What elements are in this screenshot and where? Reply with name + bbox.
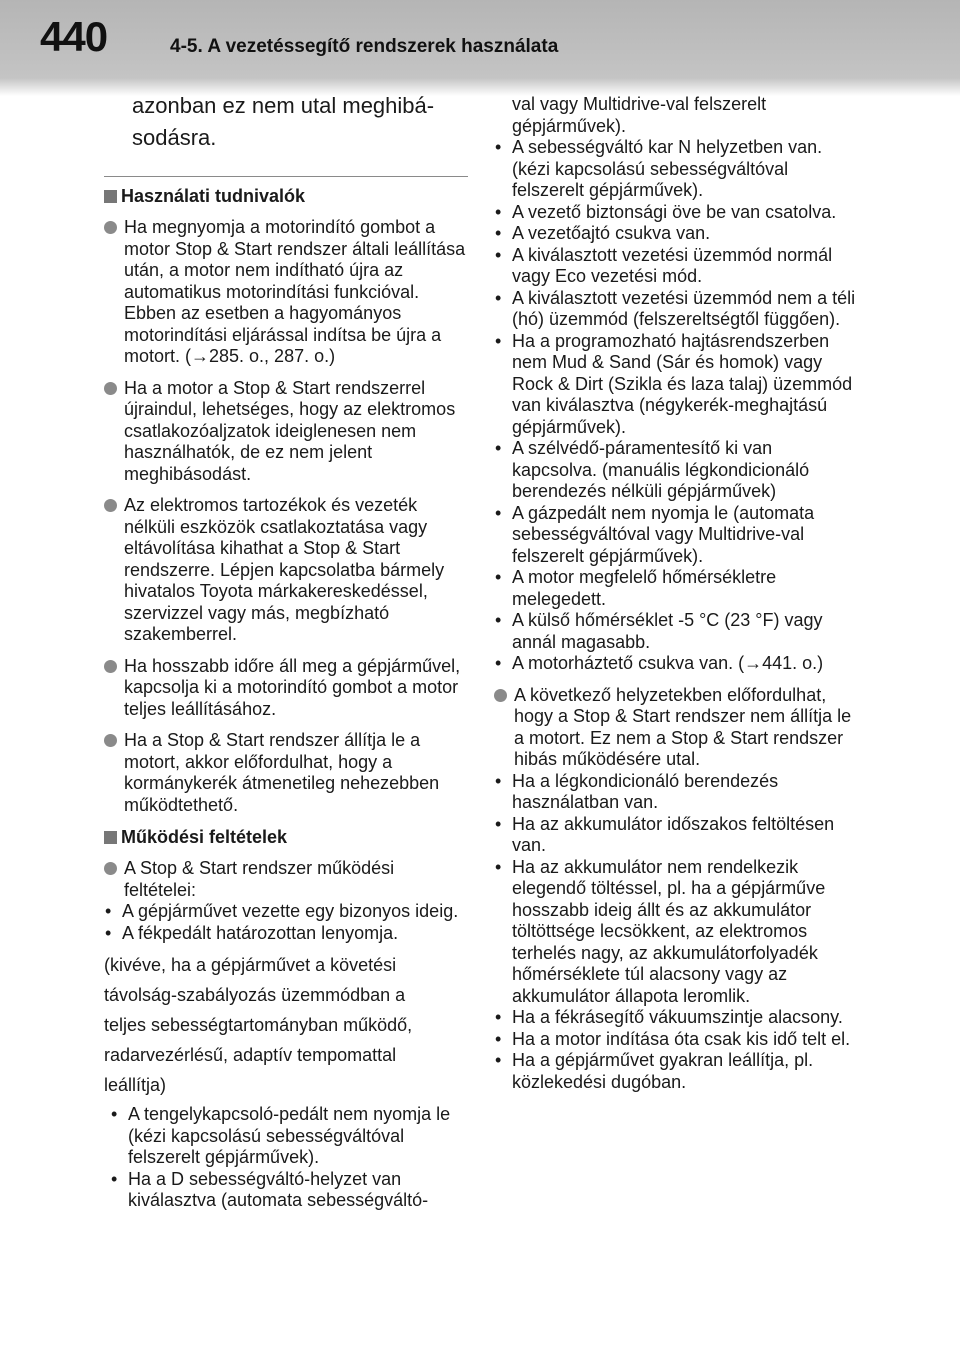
condition-bullets: • A gépjárművet vezette egy bizonyos ideig. • A fékpedált határozottan lenyomja. bbox=[104, 901, 468, 944]
square-bullet-icon bbox=[104, 831, 117, 844]
circle-bullet-icon bbox=[104, 221, 117, 234]
circle-bullet-icon bbox=[104, 499, 117, 512]
heading-conditions: Működési feltételek bbox=[104, 826, 468, 848]
continuation-text: val vagy Multidrive-val felszerelt gépjárművek). bbox=[512, 94, 767, 136]
right-column bbox=[492, 88, 862, 1103]
heading-usage: Használati tudnivalók bbox=[104, 185, 468, 207]
list-item: Ha a motor a Stop & Start rendszerrel újraindul, lehetséges, hogy az elektromos csatlakozóaljzatok ideiglenesen nem használhatók, de ez nem jelent meghibásodást. bbox=[104, 378, 468, 486]
circle-bullet-icon bbox=[494, 689, 507, 702]
section-divider bbox=[104, 176, 468, 177]
list-item: Ha hosszabb időre áll meg a gépjárművel, kapcsolja ki a motorindító gombot a motor teljes leállításához. bbox=[104, 656, 468, 721]
square-bullet-icon bbox=[104, 190, 117, 203]
intro-text: azonban ez nem utal meghibá- sodásra. bbox=[132, 93, 435, 150]
exception-note: (kivéve, ha a gépjárművet a követési távolság-szabályozás üzemmódban a teljes sebességtartományban működő, radarvezérlésű, adaptív tempomattal leállítja) bbox=[104, 955, 413, 1095]
list-item: A Stop & Start rendszer működési feltételei: • A gépjárművet vezette egy bizonyos ideig. • A fékpedált határozottan lenyomja. bbox=[104, 858, 468, 944]
section-title: 4-5. A vezetéssegítő rendszerek használata bbox=[170, 36, 559, 57]
page-number: 440 bbox=[40, 13, 108, 60]
circle-bullet-icon bbox=[104, 862, 117, 875]
bottom-bullets: • A tengelykapcsoló-pedált nem nyomja le (kézi kapcsolású sebességváltóval felszerelt gépjárművek). • Ha a D sebességváltó-helyzet van kiválasztva (automata sebességváltó- bbox=[110, 1104, 468, 1212]
circle-bullet-icon bbox=[104, 382, 117, 395]
page-header bbox=[0, 0, 960, 96]
left-column bbox=[96, 88, 468, 1222]
list-item: A következő helyzetekben előfordulhat, hogy a Stop & Start rendszer nem állítja le a motort. Ez nem a Stop & Start rendszer hibás működésére utal. • Ha a légkondicionáló berendezés használatban van. • Ha az akkumulátor időszakos feltöltésen van. • Ha az akkumulátor nem rendelkezik elegendő töltéssel, pl. ha a gépjárműve hosszabb ideig állt és az akkumulátor töltöttsége lecsökkent, az elektromos terhelés nagy, az akkumulátorfolyadék hőmérséklete túl alacsony vagy az akkumulátor állapota leromlik. • Ha a fékrásegítő vákuumszintje alacsony. • Ha a motor indítása óta csak kis idő telt el. • Ha a gépjárművet gyakran leállítja, pl. közlekedési dugóban. bbox=[494, 685, 862, 1094]
list-item: Ha megnyomja a motorindító gombot a motor Stop & Start rendszer általi leállítása után, a motor nem indítható újra az automatikus motorindítási funkcióval. Ebben az esetben a hagyományos motorindítási eljárással indítsa be újra a motort. (→285. o., 287. o.) bbox=[104, 217, 468, 368]
list-item: Ha a Stop & Start rendszer állítja le a motort, akkor előfordulhat, hogy a kormánykerék átmenetileg nehezebben működtethető. bbox=[104, 730, 468, 816]
circle-bullet-icon bbox=[104, 660, 117, 673]
situation-bullets: • Ha a légkondicionáló berendezés használatban van. • Ha az akkumulátor időszakos feltöltésen van. • Ha az akkumulátor nem rendelkezik elegendő töltéssel, pl. ha a gépjárműve hosszabb ideig állt és az akkumulátor töltöttsége lecsökkent, az elektromos terhelés nagy, az akkumulátorfolyadék hőmérséklete túl alacsony vagy az akkumulátor állapota leromlik. • Ha a fékrásegítő vákuumszintje alacsony. • Ha a motor indítása óta csak kis idő telt el. • Ha a gépjárművet gyakran leállítja, pl. közlekedési dugóban. bbox=[494, 771, 862, 1094]
circle-bullet-icon bbox=[104, 734, 117, 747]
list-item: Az elektromos tartozékok és vezeték nélküli eszközök csatlakoztatása vagy eltávolítása kihathat a Stop & Start rendszerre. Lépjen kapcsolatba bármely hivatalos Toyota márkakereskedéssel, szervizzel vagy más, megbízható szakemberrel. bbox=[104, 495, 468, 646]
condition-bullets-continued: • A sebességváltó kar N helyzetben van. (kézi kapcsolású sebességváltóval felszerelt gépjárművek). • A vezető biztonsági öve be van csatolva. • A vezetőajtó csukva van. • A kiválasztott vezetési üzemmód normál vagy Eco vezetési mód. • A kiválasztott vezetési üzemmód nem a téli (hó) üzemmód (felszereltségtől függően). • Ha a programozható hajtásrendszerben nem Mud & Sand (Sár és homok) vagy Rock & Dirt (Szikla és laza talaj) üzemmód van kiválasztva (négykerék-meghajtású gépjárművek). • A szélvédő-páramentesítő ki van kapcsolva. (manuális légkondicionáló berendezés nélküli gépjárművek) • A gázpedált nem nyomja le (automata sebességváltóval vagy Multidrive-val felszerelt gépjárművek). • A motor megfelelő hőmérsékletre melegedett. • A külső hőmérséklet -5 °C (23 °F) vagy annál magasabb. • A motorháztető csukva van. (→441. o.) bbox=[494, 137, 862, 675]
